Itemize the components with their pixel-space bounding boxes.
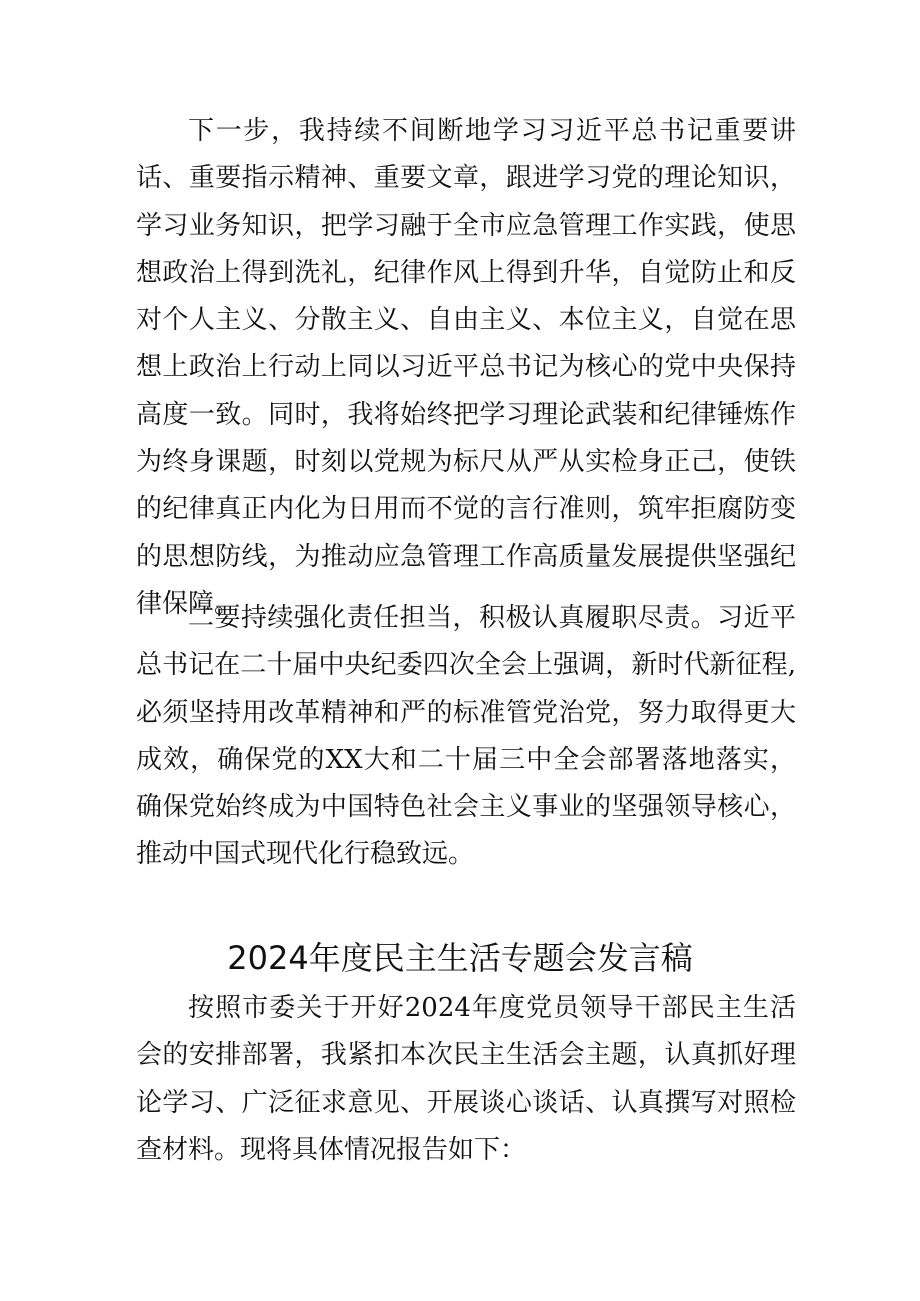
document-heading: 2024年度民主生活专题会发言稿 [227,939,693,977]
body-paragraph-responsibility: 二要持续强化责任担当，积极认真履职尽责。习近平总书记在二十届中央纪委四次全会上强调，新时代新征程,必须坚持用改革精神和严的标准管党治党，努力取得更大成效，确保党的XX大和二十届三中全会部署落地落实，确保党始终成为中国特色社会主义事业的坚强领导核心，推动中国式现代化行稳致远。 [136,603,796,870]
body-paragraph-next-step: 下一步，我持续不间断地学习习近平总书记重要讲话、重要指示精神、重要文章，跟进学习党的理论知识，学习业务知识，把学习融于全市应急管理工作实践，使思想政治上得到洗礼，纪律作风上得到升华，自觉防止和反对个人主义、分散主义、自由主义、本位主义，自觉在思想上政治上行动上同以习近平总书记为核心的党中央保持高度一致。同时，我将始终把学习理论武装和纪律锤炼作为终身课题，时刻以党规为标尺从严从实检身正己，使铁的纪律真正内化为日用而不觉的言行准则，筑牢拒腐防变的思想防线，为推动应急管理工作高质量发展提供坚强纪律保障。 [136,116,796,619]
intro-paragraph: 按照市委关于开好2024年度党员领导干部民主生活会的安排部署，我紧扣本次民主生活会主题，认真抓好理论学习、广泛征求意见、开展谈心谈话、认真撰写对照检查材料。现将具体情况报告如下： [136,993,796,1165]
